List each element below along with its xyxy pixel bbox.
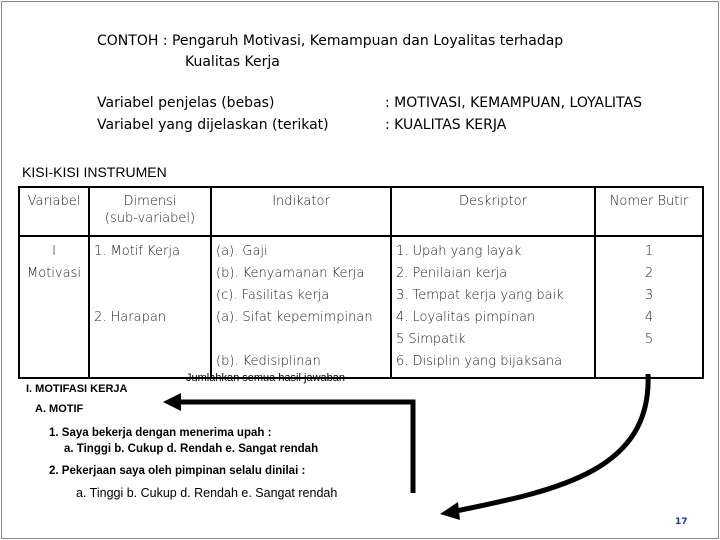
- cell-variabel: I Motivasi: [19, 236, 89, 378]
- cell-dimensi: 1. Motif Kerja 2. Harapan: [89, 236, 211, 378]
- cell-deskriptor: 1. Upah yang layak 2. Penilaian kerja 3. Tempat kerja yang baik 4. Loyalitas pimpinan 5 Simpatik 6. Disiplin yang bijaksana: [391, 236, 595, 378]
- variable-values: : MOTIVASI, KEMAMPUAN, LOYALITAS : KUALITAS KERJA: [385, 95, 642, 133]
- header-nomer-butir: Nomer Butir: [595, 187, 703, 236]
- cell-butir: 1 2 3 4 5: [595, 236, 703, 378]
- header-deskriptor: Deskriptor: [391, 187, 595, 236]
- cell-indikator: (a). Gaji (b). Kenyamanan Kerja (c). Fasilitas kerja (a). Sifat kepemimpinan (b). Kedisiplinan: [211, 236, 391, 378]
- header-variabel: Variabel: [19, 187, 89, 236]
- variable-labels: Variabel penjelas (bebas) Variabel yang dijelaskan (terikat): [97, 95, 329, 133]
- section-title: KISI-KISI INSTRUMEN: [22, 164, 167, 180]
- question-2: 2. Pekerjaan saya oleh pimpinan selalu dinilai :: [49, 465, 306, 477]
- page-number: 17: [675, 517, 688, 527]
- questionnaire-sub: A. MOTIF: [35, 403, 84, 415]
- question-1: 1. Saya bekerja dengan menerima upah :: [49, 427, 272, 439]
- header-dimensi: Dimensi (sub-variabel): [89, 187, 211, 236]
- question-1-options: a. Tinggi b. Cukup d. Rendah e. Sangat rendah: [64, 443, 319, 455]
- slide-title: CONTOH : Pengaruh Motivasi, Kemampuan dan Loyalitas terhadap Kualitas Kerja: [97, 33, 564, 70]
- header-indikator: Indikator: [211, 187, 391, 236]
- arrow-note: Jumlahkan semua hasil jawaban: [186, 372, 345, 384]
- questionnaire-heading: I. MOTIFASI KERJA: [26, 383, 128, 395]
- question-2-options: a. Tinggi b. Cukup d. Rendah e. Sangat rendah: [76, 486, 338, 500]
- curved-arrow: [440, 374, 648, 520]
